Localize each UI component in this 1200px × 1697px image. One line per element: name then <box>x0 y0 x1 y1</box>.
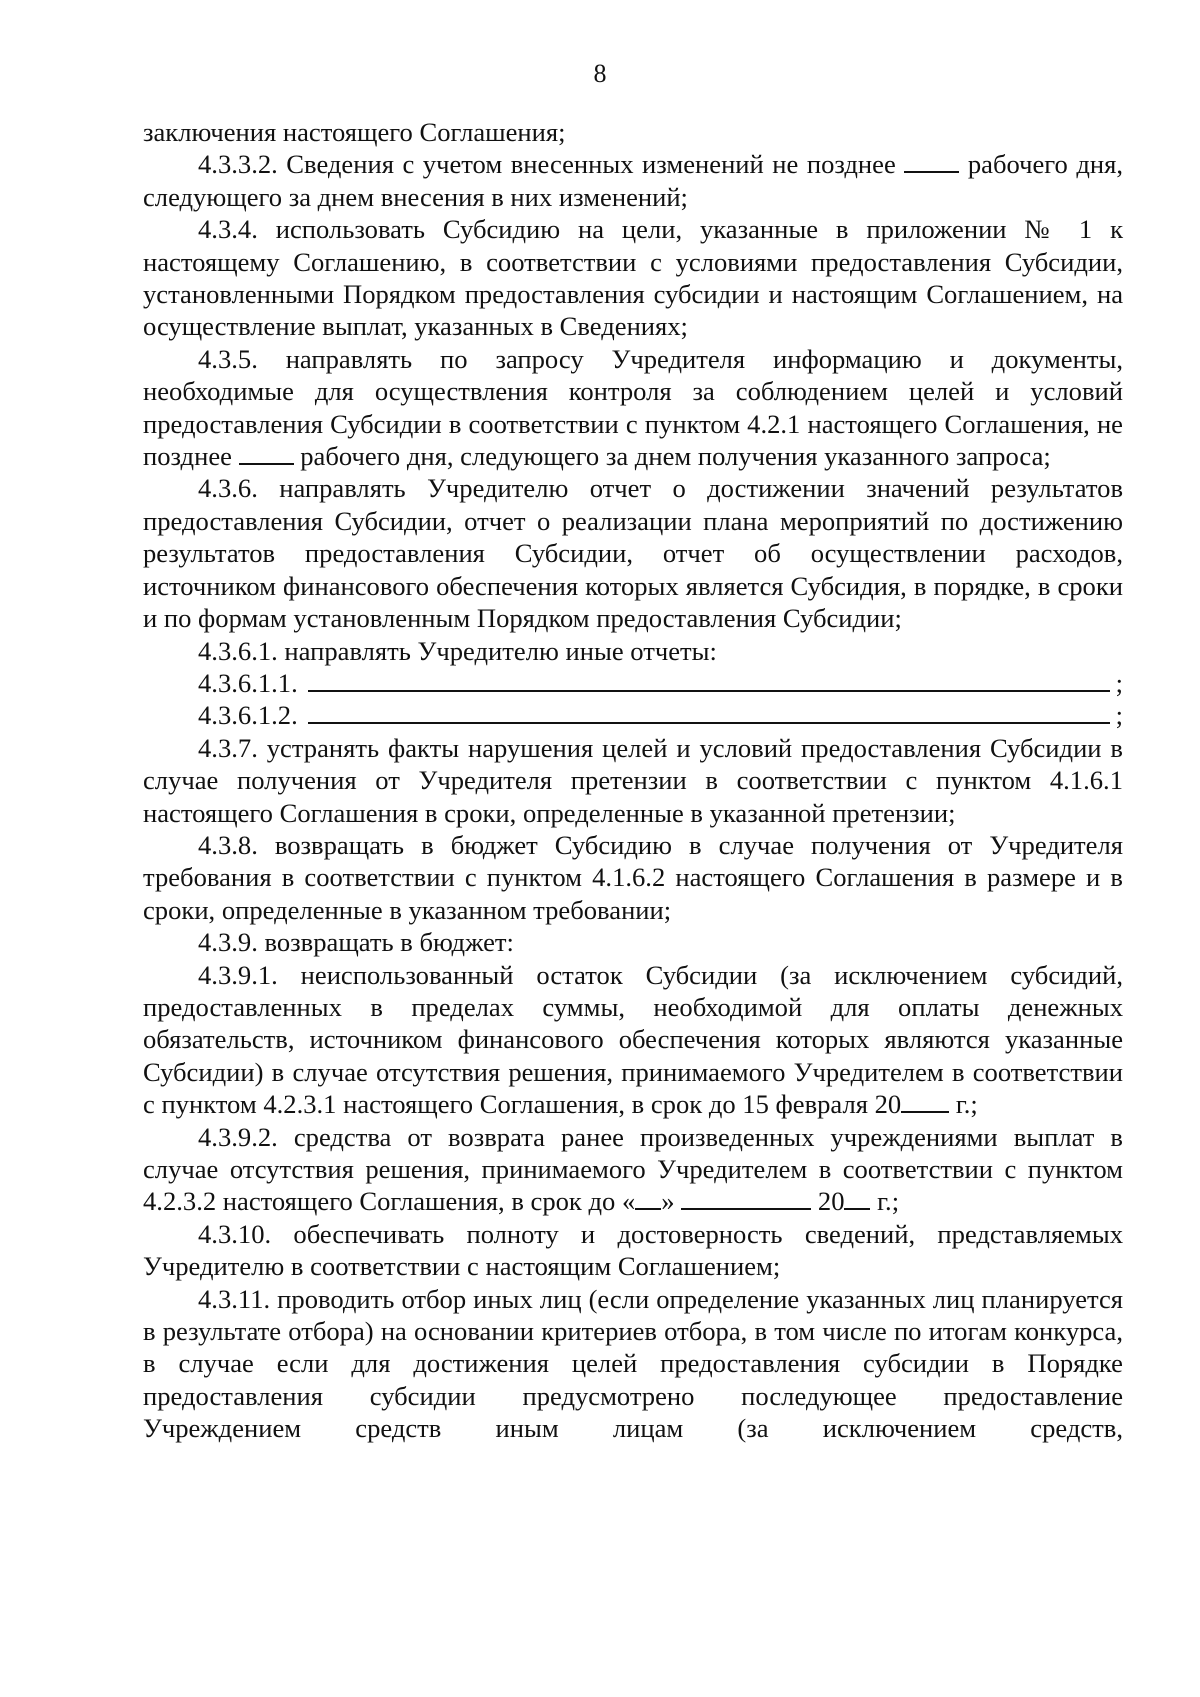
paragraph-4-3-10 <box>143 1218 1123 1283</box>
paragraph-text: 4.3.9. возвращать в бюджет: <box>198 927 514 958</box>
paragraph-4-3-9-1 <box>143 959 1123 1121</box>
item-label: 4.3.6.1.1. <box>198 667 298 698</box>
page-number: 8 <box>593 59 607 88</box>
fill-in-blank <box>901 1089 949 1113</box>
paragraph-text: » <box>661 1186 675 1217</box>
paragraph-text: 4.3.5. направлять по запросу Учредителя информацию и документы, необходимые для осуществления контроля за соблюдением целей и условий предоставления Субсидии в соответствии с пунктом 4.2.1 настоящего Соглашения, не позднее <box>143 343 1123 472</box>
paragraph-text: 4.3.10. обеспечивать полноту и достоверность сведений, представляемых Учредителю в соответствии с настоящим Соглашением; <box>143 1218 1123 1282</box>
paragraph-4-3-7 <box>143 732 1123 829</box>
paragraph-text: 4.3.8. возвращать в бюджет Субсидию в случае получения от Учредителя требования в соответствии с пунктом 4.1.6.2 настоящего Соглашения в размере и в сроки, определенные в указанном требовании; <box>143 829 1123 925</box>
paragraph-4-3-11 <box>143 1283 1123 1445</box>
paragraph-text: 4.3.4. использовать Субсидию на цели, указанные в приложении № 1 к настоящему Соглашению, в соответствии с условиями предоставления Субсидии, установленными Порядком предоставления субсидии и настоящим Соглашением, на осуществление выплат, указанных в Сведениях; <box>143 214 1123 342</box>
paragraph-4-3-4 <box>143 213 1123 343</box>
fill-in-blank <box>635 1186 661 1210</box>
paragraph-text: 4.3.9.1. неиспользованный остаток Субсидии (за исключением субсидий, предоставленных в пределах суммы, необходимой для оплаты денежных обязательств, источником финансового обеспечения которых являются указанные Субсидии) в случае отсутствия решения, принимаемого Учредителем в соответствии с пунктом 4.2.3.1 настоящего Соглашения, в срок до 15 февраля 20 <box>143 959 1123 1120</box>
paragraph-text: 4.3.6.1. направлять Учредителю иные отчеты: <box>198 635 717 666</box>
paragraph-4-3-6-1-2 <box>143 699 1123 731</box>
item-terminator: ; <box>1115 667 1123 698</box>
paragraph-4-3-6-1-1 <box>143 667 1123 699</box>
paragraph-text: 20 <box>817 1186 845 1217</box>
paragraph-text: 4.3.7. устранять факты нарушения целей и условий предоставления Субсидии в случае получения от Учредителя претензии в соответствии с пунктом 4.1.6.1 настоящего Соглашения в сроки, определенные в указанной претензии; <box>143 732 1123 828</box>
item-terminator: ; <box>1115 700 1123 731</box>
paragraph-continuation <box>143 116 1123 148</box>
fill-in-line <box>308 668 1110 692</box>
paragraph-4-3-9-2 <box>143 1121 1123 1218</box>
paragraph-text: 4.3.6. направлять Учредителю отчет о достижении значений результатов предоставления Субсидии, отчет о реализации плана мероприятий по достижению результатов предоставления Субсидии, отчет об осуществлении расходов, источником финансового обеспечения которых является Субсидия, в порядке, в сроки и по формам установленным Порядком предоставления Субсидии; <box>143 473 1123 634</box>
fill-in-blank <box>681 1186 811 1210</box>
paragraph-text: г.; <box>877 1186 900 1217</box>
paragraph-4-3-6 <box>143 472 1123 634</box>
paragraph-4-3-5 <box>143 343 1123 473</box>
fill-in-blank <box>239 441 294 465</box>
paragraph-4-3-3-2 <box>143 148 1123 213</box>
paragraph-text: заключения настоящего Соглашения; <box>143 117 566 147</box>
paragraph-4-3-8 <box>143 829 1123 926</box>
fill-in-line <box>308 700 1110 724</box>
paragraph-text: рабочего дня, следующего за днем получения указанного запроса; <box>300 441 1051 472</box>
paragraph-text: 4.3.3.2. Сведения с учетом внесенных изменений не позднее <box>198 149 896 180</box>
fill-in-blank <box>904 149 959 173</box>
item-label: 4.3.6.1.2. <box>198 700 298 731</box>
paragraph-text: рабочего дня, следующего за днем внесения в них изменений; <box>143 149 1123 212</box>
paragraph-text: 4.3.11. проводить отбор иных лиц (если определение указанных лиц планируется в результате отбора) на основании критериев отбора, в том числе по итогам конкурса, в случае если для достижения целей предоставления субсидии в Порядке предоставления субсидии предусмотрено последующее предоставление Учреждением средств иным лицам (за исключением средств, <box>143 1283 1123 1444</box>
paragraph-text: 4.3.9.2. средства от возврата ранее произведенных учреждениями выплат в случае отсутствия решения, принимаемого Учредителем в соответствии с пунктом 4.2.3.2 настоящего Соглашения, в срок до « <box>143 1121 1123 1217</box>
paragraph-4-3-9 <box>143 926 1123 958</box>
paragraph-text: г.; <box>955 1089 978 1120</box>
fill-in-blank <box>844 1186 870 1210</box>
paragraph-4-3-6-1 <box>143 635 1123 667</box>
document-body <box>143 116 1123 1445</box>
